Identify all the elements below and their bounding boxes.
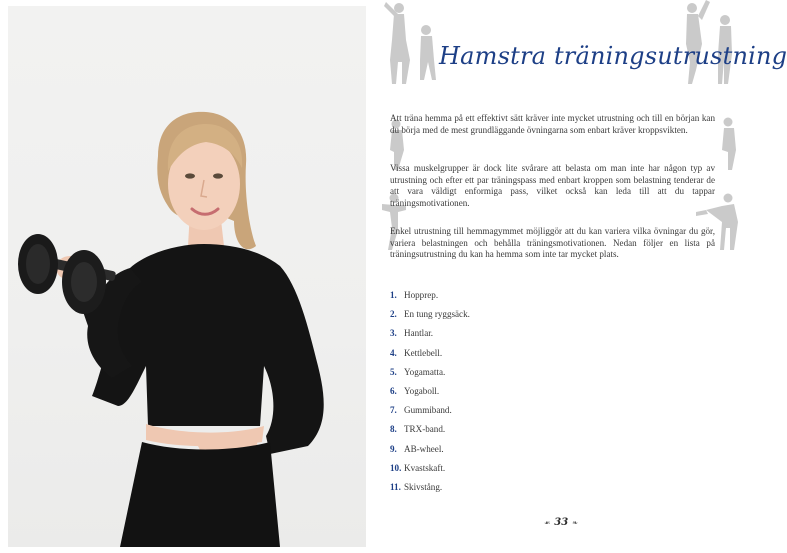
page-number: 33 (554, 517, 569, 528)
list-text: Yogamatta. (404, 366, 446, 377)
list-number: 5. (390, 366, 397, 377)
list-item (390, 366, 470, 385)
list-number: 6. (390, 385, 397, 396)
list-item (390, 481, 470, 500)
woman-with-dumbbell-photo (8, 6, 366, 547)
list-item (390, 462, 470, 481)
list-text: AB-wheel. (404, 443, 444, 454)
list-text: Skivstång. (404, 481, 443, 492)
ornament-right-icon: ❧ (572, 519, 579, 527)
paragraph-equipment: Enkel utrustning till hemmagymmet möjliggör att du kan variera vilka övningar du gör, variera belastningen och behålla träningsmotivationen. Nedan följer en lista på träningsutrustning du kan ha hemma som inte tar mycket plats. (390, 226, 715, 260)
list-item (390, 289, 470, 308)
list-item (390, 423, 470, 442)
list-number: 2. (390, 309, 397, 320)
list-number: 11. (390, 481, 401, 492)
list-text: Yogaboll. (404, 385, 440, 396)
list-number: 7. (390, 405, 397, 416)
list-text: En tung ryggsäck. (404, 309, 470, 320)
paragraph-intro: Att träna hemma på ett effektivt sätt kräver inte mycket utrustning och till en början kan du börja med de mest grundläggande övningarna som enbart kräver kroppsvikten. (390, 113, 715, 135)
list-text: Hantlar. (404, 328, 434, 339)
text-page (376, 0, 787, 553)
list-number: 1. (390, 290, 397, 300)
page-number-footer (536, 517, 586, 528)
list-item (390, 385, 470, 404)
list-item (390, 404, 470, 423)
list-item (390, 443, 470, 462)
list-text: Kvastskaft. (404, 462, 446, 473)
photo-illustration (8, 6, 366, 547)
list-text: Kettlebell. (404, 347, 443, 358)
list-item (390, 347, 470, 366)
list-number: 10. (390, 462, 402, 473)
list-item (390, 327, 470, 346)
paragraph-muscle-groups: Vissa muskelgrupper är dock lite svårare att belasta om man inte har någon typ av utrustning och efter ett par träningspass med enbart kroppen som belastning tenderar de att vara väldigt enformiga pass, vilket också kan leda till att du tappar träningsmotivationen. (390, 163, 715, 208)
list-text: Gummiband. (404, 405, 452, 416)
equipment-list (390, 289, 470, 500)
page-title: Hamstra träningsutrustning (439, 42, 787, 70)
list-text: Hopprep. (404, 290, 439, 300)
list-number: 4. (390, 347, 397, 358)
ornament-left-icon: ☙ (543, 519, 551, 527)
list-item (390, 308, 470, 327)
list-text: TRX-band. (404, 424, 446, 435)
list-number: 3. (390, 328, 397, 339)
list-number: 8. (390, 424, 397, 435)
list-number: 9. (390, 443, 397, 454)
